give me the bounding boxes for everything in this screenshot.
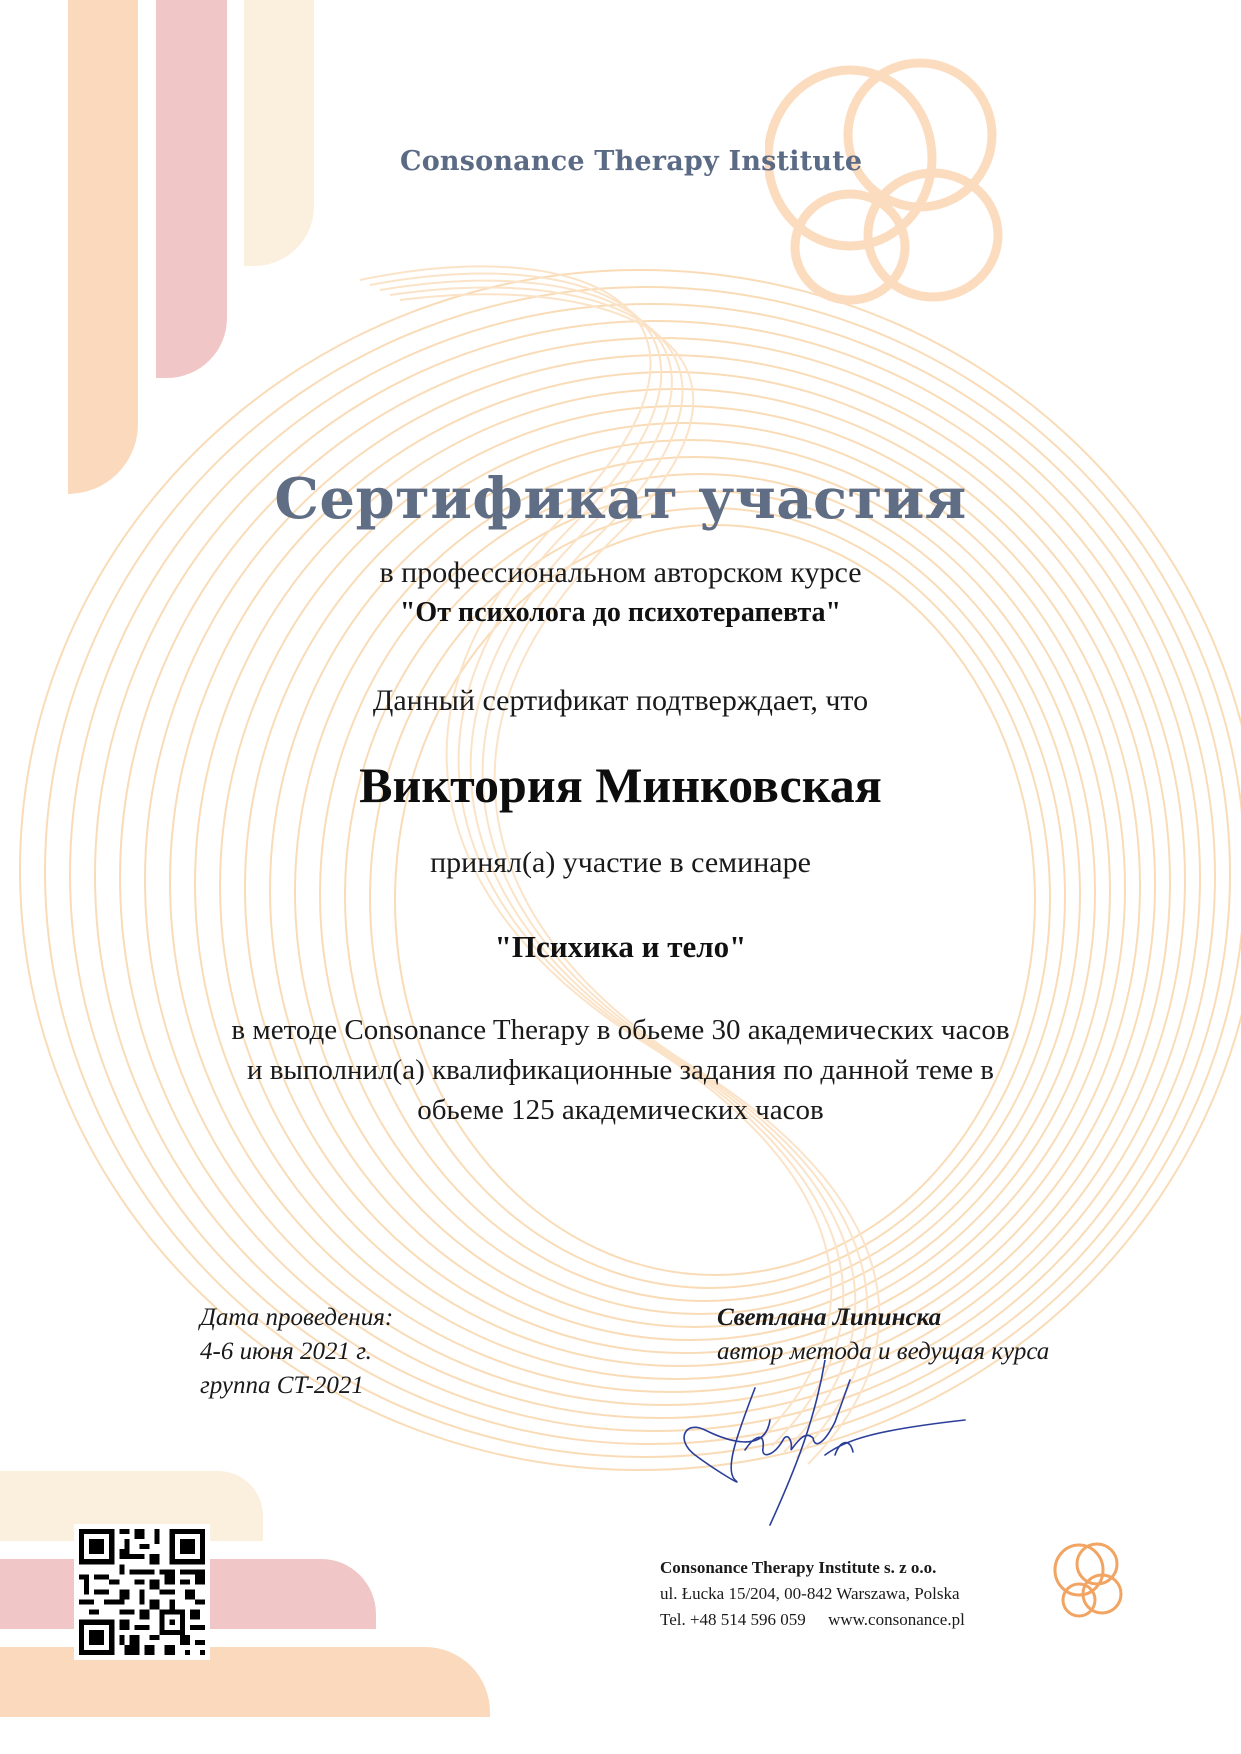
footer-phone: Tel. +48 514 596 059 (660, 1610, 806, 1629)
footer-contact-block (660, 1555, 965, 1633)
decorative-stripe-rose (156, 0, 227, 378)
signer-name: Светлана Липинска (717, 1304, 942, 1331)
footer-contact-line (660, 1607, 965, 1633)
footer-website-link[interactable]: www.consonance.pl (828, 1610, 965, 1629)
decorative-stripe-cream (244, 0, 314, 266)
footer-rings-logo-icon (1050, 1542, 1130, 1622)
footer-address: ul. Łucka 15/204, 00-842 Warszawa, Polska (660, 1584, 960, 1603)
date-value: 4-6 июня 2021 г. (200, 1338, 372, 1365)
details-line: обьеме 125 академических часов (417, 1094, 824, 1126)
confirm-text: Данный сертификат подтверждает, что (372, 684, 869, 717)
participated-text: принял(а) участие в семинаре (430, 846, 811, 879)
seminar-name: "Психика и тело" (494, 929, 747, 964)
certificate-details (0, 1010, 1241, 1130)
group-label: группа CT-2021 (200, 1372, 364, 1399)
event-info (200, 1301, 393, 1403)
decorative-stripe-peach (68, 0, 138, 494)
date-label: Дата проведения: (200, 1304, 394, 1331)
signer-role: автор метода и ведущая курса (717, 1338, 1050, 1365)
institute-name: Consonance Therapy Institute (400, 146, 863, 177)
details-line: и выполнил(а) квалификационные задания по данной теме в (246, 1054, 995, 1086)
course-name: "От психолога до психотерапевта" (399, 597, 842, 628)
participant-name: Виктория Минковская (359, 757, 882, 813)
qr-code-icon (74, 1524, 210, 1660)
signer-info (717, 1301, 1049, 1369)
footer-company: Consonance Therapy Institute s. z o.o. (660, 1558, 937, 1577)
details-line: в методе Consonance Therapy в обьеме 30 академических часов (231, 1014, 1010, 1046)
signature-icon (675, 1360, 975, 1530)
certificate-title: Сертификат участия (274, 466, 967, 532)
course-intro: в профессиональном авторском курсе (379, 556, 862, 589)
header-rings-logo-icon (765, 55, 1025, 305)
